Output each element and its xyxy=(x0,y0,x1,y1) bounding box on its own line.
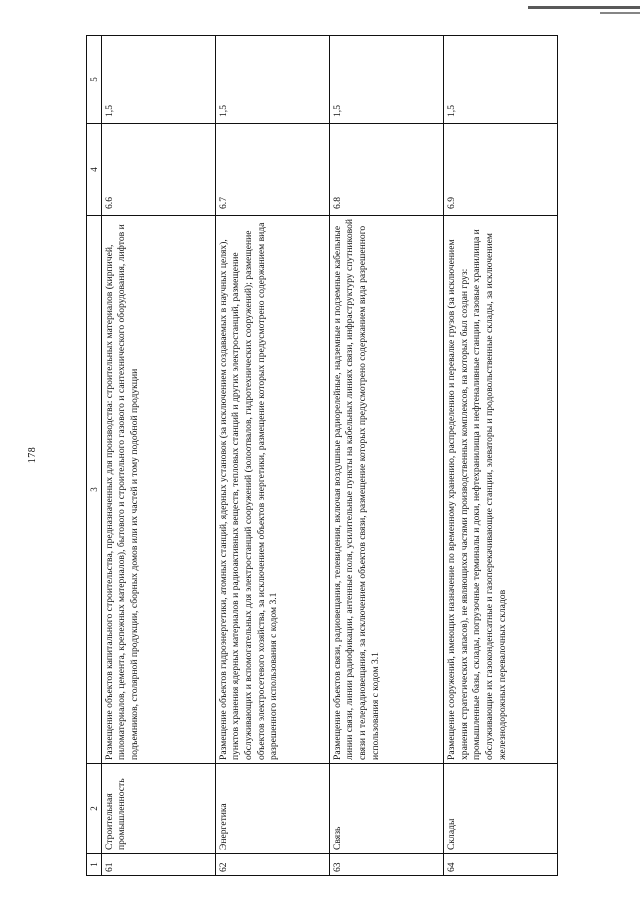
use-type-description: Размещение объектов связи, радиовещания, телевидения, включая воздушные радиорелейные, надземные и подземные кабельные линии связи, линии радиофикации, антенные поля, усилительные пункты на кабельных линиях связи, инфраструктуру спутниковой связи и телерадиовещания, за исключением объектов связи, размещение которых предусмотрено содержанием вида разрешенного использования с кодом 3.1 xyxy=(329,216,443,764)
header-cell: 1 xyxy=(87,854,102,876)
use-type-description: Размещение объектов капитального строительства, предназначенных для производства: строительных материалов (кирпичей, пиломатериалов, цемента, крепежных материалов), бытового и строительного газового и сантехнического оборудования, лифтов и подъемников, столярной продукции, сборных домов или их частей и тому подобной продукции xyxy=(101,216,215,764)
use-type-name: Склады xyxy=(443,764,557,854)
header-cell: 4 xyxy=(87,124,102,216)
use-type-name: Энергетика xyxy=(215,764,329,854)
coefficient-value: 1,5 xyxy=(329,36,443,124)
table-row xyxy=(329,36,443,876)
row-number: 62 xyxy=(215,854,329,876)
table-row xyxy=(215,36,329,876)
use-type-code: 6.8 xyxy=(329,124,443,216)
land-use-table xyxy=(86,35,558,876)
header-cell: 3 xyxy=(87,216,102,764)
use-type-code: 6.6 xyxy=(101,124,215,216)
table-row xyxy=(101,36,215,876)
scan-edge-mark xyxy=(528,6,640,9)
coefficient-value: 1,5 xyxy=(443,36,557,124)
use-type-code: 6.9 xyxy=(443,124,557,216)
coefficient-value: 1,5 xyxy=(101,36,215,124)
use-type-code: 6.7 xyxy=(215,124,329,216)
rotated-table-wrapper xyxy=(86,36,558,876)
row-number: 61 xyxy=(101,854,215,876)
scan-edge-mark xyxy=(600,12,640,14)
row-number: 64 xyxy=(443,854,557,876)
use-type-description: Размещение объектов гидроэнергетики, атомных станций, ядерных установок (за исключением создаваемых в научных целях), пунктов хранения ядерных материалов и радиоактивных веществ, тепловых станций и других электростанций, размещение обслуживающих и вспомогательных для электростанций сооружений (золоотвалов, гидротехнических сооружений); размещение объектов электросетевого хозяйства, за исключением объектов энергетики, размещение которых предусмотрено содержанием вида разрешенного использования с кодом 3.1 xyxy=(215,216,329,764)
header-cell: 5 xyxy=(87,36,102,124)
page-number: 178 xyxy=(27,446,38,464)
use-type-description: Размещение сооружений, имеющих назначение по временному хранению, распределению и перевалке грузов (за исключением хранения стратегических запасов), не являющихся частями производственных комплексов, на которых был создан груз: промышленные базы, склады, погрузочные терминалы и доки, нефтехранилища и нефтеналивные станции, газовые хранилища и обслуживающие их газоконденсатные и газоперекачивающие станции, элеваторы и продовольственные склады, за исключением железнодорожных перевалочных складов xyxy=(443,216,557,764)
use-type-name: Строительная промышленность xyxy=(101,764,215,854)
table-row xyxy=(443,36,557,876)
header-row xyxy=(87,36,102,876)
use-type-name: Связь xyxy=(329,764,443,854)
header-cell: 2 xyxy=(87,764,102,854)
coefficient-value: 1,5 xyxy=(215,36,329,124)
row-number: 63 xyxy=(329,854,443,876)
